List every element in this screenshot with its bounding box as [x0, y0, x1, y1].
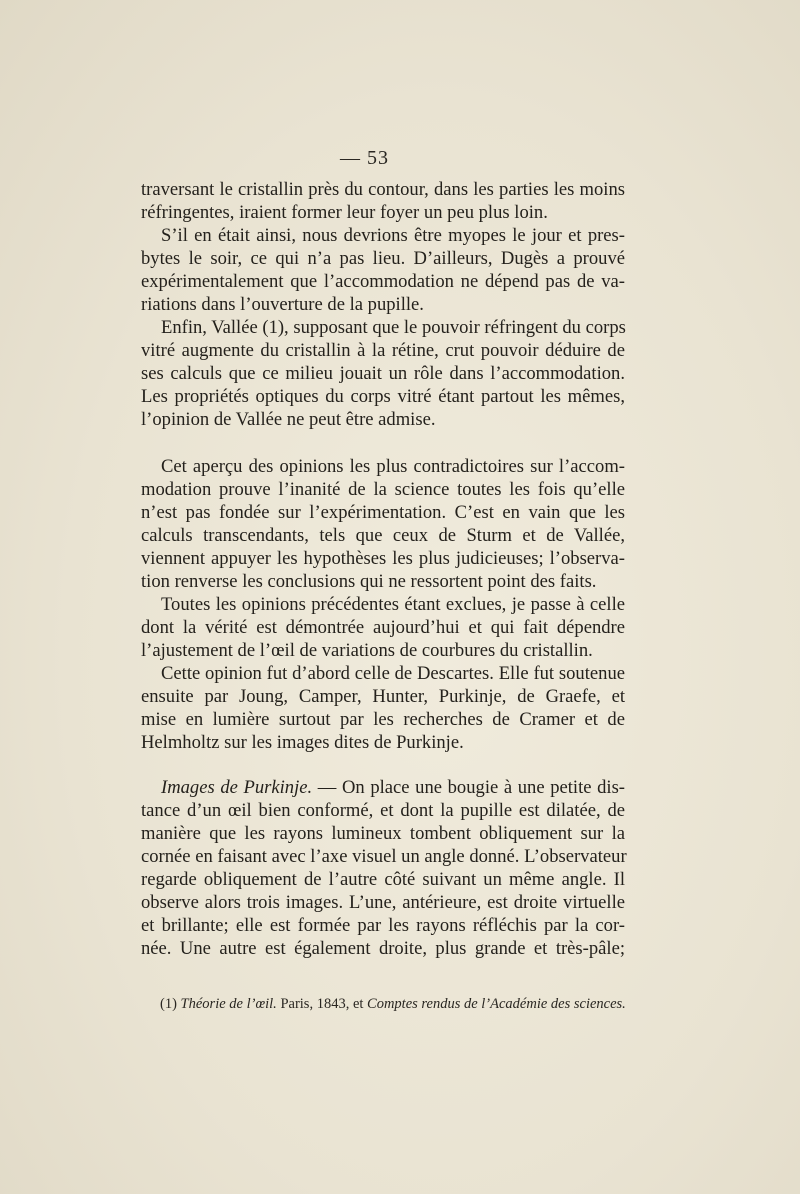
- text-line: réfringentes, iraient former leur foyer un peu plus loin.: [141, 202, 548, 223]
- text-line: Les propriétés optiques du corps vitré étant partout les mêmes,: [141, 386, 625, 407]
- text-line: vitré augmente du cristallin à la rétine, crut pouvoir déduire de: [141, 340, 625, 361]
- text-line: regarde obliquement de l’autre côté suivant un même angle. Il: [141, 869, 625, 890]
- text-line: Helmholtz sur les images dites de Purkinje.: [141, 732, 464, 753]
- page-number: — 53: [340, 147, 389, 169]
- text-line: mise en lumière surtout par les recherches de Cramer et de: [141, 709, 625, 730]
- text-line: Enfin, Vallée (1), supposant que le pouvoir réfringent du corps: [161, 317, 626, 338]
- paragraph-block-2: [141, 455, 625, 754]
- text-line: bytes le soir, ce qui n’a pas lieu. D’ailleurs, Dugès a prouvé: [141, 248, 625, 269]
- text-line: Cette opinion fut d’abord celle de Descartes. Elle fut soutenue: [161, 663, 625, 684]
- text-line: observe alors trois images. L’une, antérieure, est droite virtuelle: [141, 892, 625, 913]
- text-line: [141, 776, 625, 799]
- text-line: traversant le cristallin près du contour, dans les parties les moins: [141, 179, 625, 200]
- text-line: viennent appuyer les hypothèses les plus judicieuses; l’observa-: [141, 548, 625, 569]
- text-line: tance d’un œil bien conformé, et dont la pupille est dilatée, de: [141, 800, 625, 821]
- text-line: l’ajustement de l’œil de variations de courbures du cristallin.: [141, 640, 593, 661]
- text-line: cornée en faisant avec l’axe visuel un angle donné. L’observateur: [141, 846, 627, 867]
- footnote-place-date: Paris, 1843, et: [280, 996, 364, 1012]
- text-line: ses calculs que ce milieu jouait un rôle dans l’accommodation.: [141, 363, 625, 384]
- text-line: calculs transcendants, tels que ceux de Sturm et de Vallée,: [141, 525, 625, 546]
- text-line: modation prouve l’inanité de la science toutes les fois qu’elle: [141, 479, 625, 500]
- text-line: expérimentalement que l’accommodation ne dépend pas de va-: [141, 271, 625, 292]
- footnote-journal: Comptes rendus de l’Académie des sciences.: [367, 996, 626, 1012]
- paragraph-block-3: [141, 776, 625, 960]
- text-line: tion renverse les conclusions qui ne ressortent point des faits.: [141, 571, 597, 592]
- text-line: Toutes les opinions précédentes étant exclues, je passe à celle: [161, 594, 625, 615]
- text-line: et brillante; elle est formée par les rayons réfléchis par la cor-: [141, 915, 625, 936]
- text-line: S’il en était ainsi, nous devrions être myopes le jour et pres-: [161, 225, 625, 246]
- footnote: [160, 996, 630, 1013]
- text-line: née. Une autre est également droite, plus grande et très-pâle;: [141, 938, 625, 959]
- footnote-marker: (1): [160, 996, 177, 1012]
- text-line: l’opinion de Vallée ne peut être admise.: [141, 409, 436, 430]
- paragraph-block-1: [141, 178, 625, 431]
- text-run: — On place une bougie à une petite dis-: [312, 777, 625, 798]
- text-line: riations dans l’ouverture de la pupille.: [141, 294, 424, 315]
- text-line: ensuite par Joung, Camper, Hunter, Purkinje, de Graefe, et: [141, 686, 625, 707]
- text-line: n’est pas fondée sur l’expérimentation. C’est en vain que les: [141, 502, 625, 523]
- footnote-title: Théorie de l’œil.: [180, 996, 277, 1012]
- text-line: dont la vérité est démontrée aujourd’hui et qui fait dépendre: [141, 617, 625, 638]
- section-heading: Images de Purkinje.: [161, 777, 313, 798]
- text-line: manière que les rayons lumineux tombent obliquement sur la: [141, 823, 625, 844]
- text-line: Cet aperçu des opinions les plus contradictoires sur l’accom-: [161, 456, 625, 477]
